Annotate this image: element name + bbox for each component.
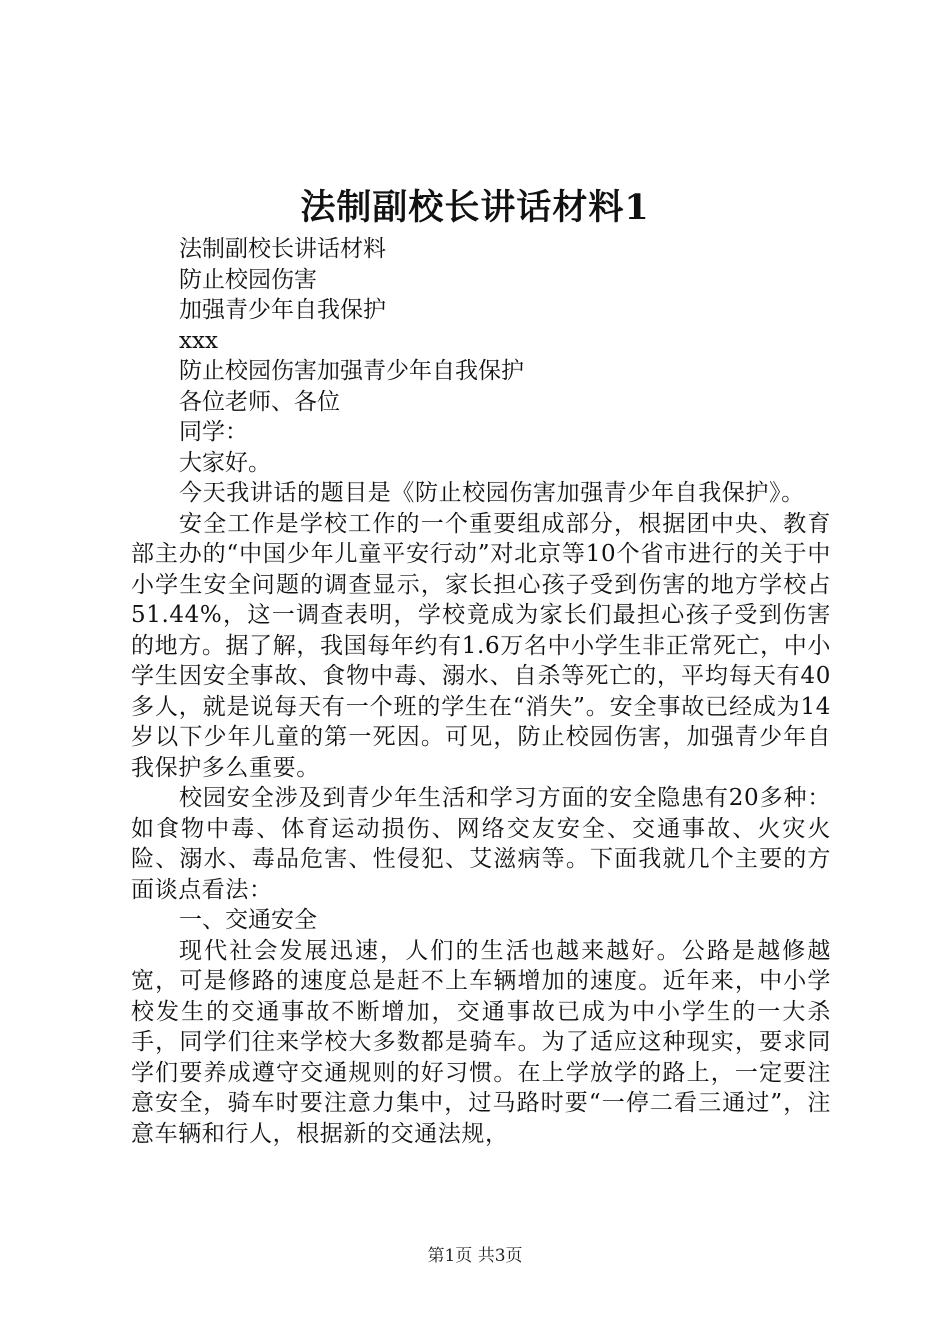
paragraph: 现代社会发展迅速，人们的生活也越来越好。公路是越修越宽，可是修路的速度总是赶不上车辆增加的速度。近年来，中小学校发生的交通事故不断增加，交通事故已成为中小学生的一大杀手，同学们往来学校大多数都是骑车。为了适应这种现实，要求同学们要养成遵守交通规则的好习惯。在上学放学的路上，一定要注意安全，骑车时要注意力集中，过马路时要“一停二看三通过”，注意车辆和行人，根据新的交通法规， bbox=[131, 937, 831, 1147]
text-line: 同学： bbox=[179, 419, 248, 445]
paragraph: 安全工作是学校工作的一个重要组成部分，根据团中央、教育部主办的“中国少年儿童平安行动”对北京等10个省市进行的关于中小学生安全问题的调查显示，家长担心孩子受到伤害的地方学校占51.44%，这一调查表明，学校竟成为家长们最担心孩子受到伤害的地方。据了解，我国每年约有1.6万名中小学生非正常死亡，中小学生因安全事故、食物中毒、溺水、自杀等死亡的，平均每天有40多人，就是说每天有一个班的学生在“消失”。安全事故已经成为14岁以下少年儿童的第一死因。可见，防止校园伤害，加强青少年自我保护多么重要。 bbox=[131, 510, 831, 781]
text-line: xxx bbox=[179, 327, 218, 354]
text-line: 各位老师、各位 bbox=[179, 388, 340, 415]
text-line: 法制副校长讲话材料 bbox=[179, 236, 386, 262]
paragraph: 今天我讲话的题目是《防止校园伤害加强青少年自我保护》。 bbox=[179, 480, 805, 506]
text-line: 防止校园伤害加强青少年自我保护 bbox=[179, 358, 524, 384]
paragraph: 校园安全涉及到青少年生活和学习方面的安全隐患有20多种：如食物中毒、体育运动损伤、网络交友安全、交通事故、火灾火险、溺水、毒品危害、性侵犯、艾滋病等。下面我就几个主要的方面谈点看法： bbox=[131, 785, 831, 903]
section-heading: 一、交通安全 bbox=[179, 907, 317, 933]
document-title: 法制副校长讲话材料1 bbox=[300, 187, 650, 228]
page-indicator: 第1页 共3页 bbox=[427, 1246, 523, 1266]
text-line: 防止校园伤害 bbox=[179, 266, 317, 293]
document-body bbox=[131, 234, 831, 1149]
text-line: 大家好。 bbox=[179, 449, 271, 476]
text-line: 加强青少年自我保护 bbox=[179, 297, 386, 323]
